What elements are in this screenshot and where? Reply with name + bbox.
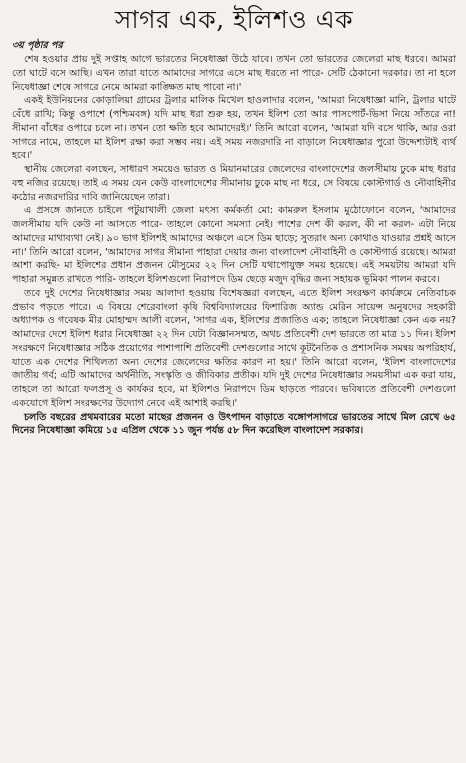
headline: সাগর এক, ইলিশও এক [114, 5, 354, 34]
paragraph-5: তবে দুই দেশের নিষেধাজ্ঞার সময় আলাদা হওয়ায় বিশেষজ্ঞরা বলছেন, এতে ইলিশ সংরক্ষণ কার্যক্রমে নেতিবাচক প্রভাব পড়তে পারে। এ বিষয়ে শেরেবাংলা কৃষি বিশ্ববিদ্যালয়ের ফিশারিজ অ্যান্ড মেরিন সায়েন্স অনুষদের সহকারী অধ্যাপক ও গবেষক মীর মোহাম্মদ আলী বলেন, 'সাগর এক, ইলিশের প্রজাতিও এক; তাহলে নিষেধাজ্ঞা কেন এক নয়? আমাদের দেশে ইলিশ ধরার নিষেধাজ্ঞা ২২ দিন যেটা বিজ্ঞানসম্মত, অথচ প্রতিবেশী দেশ ভারতে তা মাত্র ১১ দিন। ইলিশ সংরক্ষণে নিষেধাজ্ঞার সঠিক প্রয়োগের পাশাপাশি প্রতিবেশী দেশগুলোর সাথে কূটনৈতিক ও প্রশাসনিক সমন্বয় অপরিহার্য, যাতে এক দেশের শিথিলতা অন্য দেশের জেলেদের ক্ষতির কারণ না হয়।' তিনি আরো বলেন, 'ইলিশ বাংলাদেশের জাতীয় গর্ব; এটি আমাদের অর্থনীতি, সংস্কৃতি ও জীবিকার প্রতীক। যদি দুই দেশের নিষেধাজ্ঞার সময়সীমা এক করা যায়, তাহলে তা আরো ফলপ্রসূ ও কার্যকর হবে, মা ইলিশও নিরাপদে ডিম ছাড়তে পারবে। ভবিষ্যতে প্রতিবেশী দেশগুলো একযোগে ইলিশ সংরক্ষণের উদ্যোগ নেবে এই আশাই করছি।' [12, 287, 456, 409]
article-body [12, 53, 456, 438]
continued-from-label: ৩য় পৃষ্ঠার পর [12, 40, 63, 51]
paragraph-2: একই ইউনিয়নের কোড়ালিয়া গ্রামের ট্রলার মালিক মিখেল হাওলাদার বলেন, 'আমরা নিষেধাজ্ঞা মানি, ট্রলার ঘাটে বেঁধে রাখি; কিন্তু ওপাশে (পশ্চিমবঙ্গ) যদি মাছ ধরা শুরু হয়, তখন ইলিশ তো আর পাসপোর্ট-ভিসা নিয়ে সাঁতরে না! সীমানা বাঁধের ওপারে চলে না। তখন তো ক্ষতি হবে আমাদেরই।' তিনি আরো বলেন, 'আমরা যদি বসে থাকি, আর ওরা সাগরে নামে, তাহলে মা ইলিশ রক্ষা করা সম্ভব নয়। এই সময় নজরদারি না বাড়ালে নিষেধাজ্ঞার পুরো উদ্দেশ্যটাই ব্যর্থ হবে।' [12, 95, 456, 162]
paragraph-1: শেষ হওয়ার প্রায় দুই সপ্তাহ আগে ভারতের নিষেধাজ্ঞা উঠে যাবে। তখন তো ভারতের জেলেরা মাছ ধরবে। আমরা তো ঘাটে বসে আছি। এখন তারা যাতে আমাদের সাগরে এসে মাছ ধরতে না পারে- সেটি ঠেকানো দরকার। তা না হলে নিষেধাজ্ঞা শেষে সাগরে নেমে আমরা কাঙ্ক্ষিত মাছ পাবো না।' [12, 54, 456, 93]
paragraph-6: চলতি বছরের প্রথমবারের মতো মাছের প্রজনন ও উৎপাদন বাড়াতে বঙ্গোপসাগরে ভারতের সাথে মিল রেখে ৬৫ দিনের নিষেধাজ্ঞা কমিয়ে ১৫ এপ্রিল থেকে ১১ জুন পর্যন্ত ৫৮ দিন করেছিল বাংলাদেশ সরকার। [12, 411, 456, 437]
news-clipping [0, 5, 466, 763]
paragraph-3: স্থানীয় জেলেরা বলছেন, সাধারণ সময়েও ভারত ও মিয়ানমারের জেলেদের বাংলাদেশের জলসীমায় ঢুকে মাছ ধরার বহু নজির রয়েছে। তাই এ সময় যেন কেউ বাংলাদেশের সীমানায় ঢুকে মাছ না ধরে, সে বিষয়ে কোস্টগার্ড ও নৌবাহিনীর কঠোর নজরদারির দাবি জানিয়েছেন তারা। [12, 164, 456, 203]
paragraph-4: এ প্রসঙ্গে জানতে চাইলে পটুয়াখালী জেলা মৎস্য কর্মকর্তা মো: কামরুল ইসলাম মুঠোফোনে বলেন, 'আমাদের জলসীমায় যদি কেউ না আসতে পারে- তাহলে কোনো সমস্যা নেই। পাশের দেশ কী করল, কী না করল- এটা নিয়ে আমাদের মাথাব্যথা নেই। ৯০ ভাগ ইলিশই আমাদের অঞ্চলে এসে ডিম ছাড়ে; সুতরাং অন্য কোথাও যাওয়ার প্রশ্নই আসে না।' তিনি আরো বলেন, 'আমাদের সাগর সীমানা পাহারা দেয়ার জন্য বাংলাদেশ নৌবাহিনী ও কোস্টগার্ড রয়েছে। আমরা আশা করছি- মা ইলিশের প্রধান প্রজনন মৌসুমের ২২ দিন সেটি যথাপোযুক্ত সময় হয়েছে। এই সময়টায় আমরা যদি পাহারা সমুন্নত রাখতে পারি- তাহলে ইলিশগুলো নিরাপদে ডিম ছেড়ে মজুদ বৃদ্ধির জন্য সহায়ক ভূমিকা পালন করবে। [12, 205, 456, 285]
